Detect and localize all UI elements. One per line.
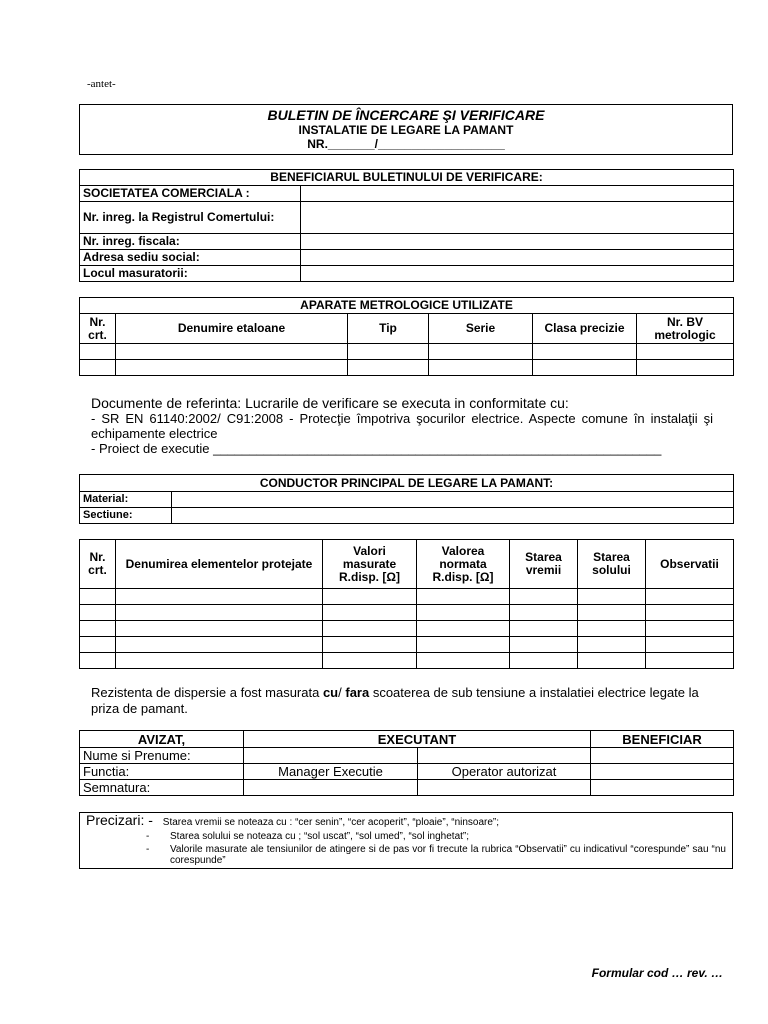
- beneficiar-field[interactable]: [591, 764, 734, 780]
- cu-option: cu: [322, 685, 339, 700]
- precizari-item: Starea solului se noteaza cu ; “sol uscat”, “sol umed”, “sol inghetat”;: [170, 831, 470, 842]
- beneficiar-value-field[interactable]: [301, 250, 734, 266]
- column-header: Nr. crt.: [80, 314, 116, 344]
- executant-field[interactable]: [244, 748, 418, 764]
- beneficiar-value-field[interactable]: [301, 202, 734, 234]
- beneficiar-field[interactable]: [591, 748, 734, 764]
- beneficiar-value-field[interactable]: [301, 234, 734, 250]
- beneficiar-label: SOCIETATEA COMERCIALA :: [80, 186, 301, 202]
- column-header: Denumire etaloane: [116, 314, 348, 344]
- table-row: [80, 344, 734, 360]
- doc-number: NR._______/___________________: [307, 137, 505, 151]
- table-row: [80, 653, 734, 669]
- antet-label: -antet-: [87, 78, 116, 90]
- beneficiar-label: Nr. inreg. la Registrul Comertului:: [80, 202, 301, 234]
- row-label: Nume si Prenume:: [80, 748, 244, 764]
- bullet-dash: -: [146, 831, 150, 842]
- executant-field[interactable]: Operator autorizat: [418, 764, 591, 780]
- beneficiar-field[interactable]: [591, 780, 734, 796]
- table-row: [80, 605, 734, 621]
- conductor-table: [79, 474, 734, 524]
- executant-field[interactable]: [244, 780, 418, 796]
- column-header: Serie: [429, 314, 533, 344]
- column-header: Nr. crt.: [80, 540, 116, 589]
- material-field[interactable]: [172, 492, 734, 508]
- documente-intro: Documente de referinta: Lucrarile de verificare se executa in conformitate cu:: [91, 395, 569, 411]
- column-header: Nr. BV metrologic: [637, 314, 734, 344]
- beneficiar-table: [79, 169, 734, 282]
- beneficiar-value-field[interactable]: [301, 266, 734, 282]
- table-row: [80, 621, 734, 637]
- beneficiar-label: Locul masuratorii:: [80, 266, 301, 282]
- table-row: [80, 637, 734, 653]
- executant-field[interactable]: [418, 780, 591, 796]
- sectiune-field[interactable]: [172, 508, 734, 524]
- rezistenta-note: Rezistenta de dispersie a fost masurata cu/ fara scoaterea de sub tensiune a instalatiei electrice legate la priza de pamant.: [91, 685, 699, 716]
- precizari-box: [79, 812, 733, 869]
- beneficiar-value-field[interactable]: [301, 186, 734, 202]
- documente-standard: - SR EN 61140:2002/ C91:2008 - Protecţie împotriva şocurilor electrice. Aspecte comune în instalaţii şi echipamente electrice: [91, 411, 713, 441]
- executant-header: EXECUTANT: [244, 731, 591, 748]
- column-header: Starea vremii: [510, 540, 578, 589]
- beneficiar-header: BENEFICIAR: [591, 731, 734, 748]
- aparate-table: [79, 297, 734, 376]
- table-row: [80, 360, 734, 376]
- fara-option: fara: [345, 685, 370, 700]
- documente-proiect: - Proiect de executie ______________________________________________________________: [91, 441, 662, 456]
- semnaturi-table: [79, 730, 734, 796]
- executant-field[interactable]: Manager Executie: [244, 764, 418, 780]
- row-label: Semnatura:: [80, 780, 244, 796]
- table-row: [80, 589, 734, 605]
- column-header: Valorea normata R.disp. [Ω]: [417, 540, 510, 589]
- documente-section: [91, 395, 713, 456]
- page-title: BULETIN DE ÎNCERCARE ŞI VERIFICARE: [267, 107, 545, 123]
- column-header: Denumirea elementelor protejate: [116, 540, 323, 589]
- beneficiar-label: Nr. inreg. fiscala:: [80, 234, 301, 250]
- title-box: [79, 104, 733, 155]
- bullet-dash: -: [146, 844, 150, 855]
- executant-field[interactable]: [418, 748, 591, 764]
- precizari-item: Valorile masurate ale tensiunilor de atingere si de pas vor fi trecute la rubrica “Observatii” cu indicativul “corespunde” sau “nu corespunde”: [170, 844, 726, 866]
- material-label: Material:: [80, 492, 172, 508]
- sectiune-label: Sectiune:: [80, 508, 172, 524]
- column-header: Tip: [348, 314, 429, 344]
- precizari-item: Starea vremii se noteaza cu : “cer senin”, “cer acoperit”, “ploaie”, “ninsoare”;: [162, 817, 500, 828]
- conductor-heading: CONDUCTOR PRINCIPAL DE LEGARE LA PAMANT:: [80, 475, 734, 492]
- beneficiar-heading: BENEFICIARUL BULETINULUI DE VERIFICARE:: [80, 170, 734, 186]
- column-header: Clasa precizie: [533, 314, 637, 344]
- form-code-footer: Formular cod … rev. …: [591, 966, 723, 980]
- column-header: Valori masurate R.disp. [Ω]: [323, 540, 417, 589]
- page-subtitle: INSTALATIE DE LEGARE LA PAMANT: [298, 123, 514, 137]
- precizari-label: Precizari: -: [86, 812, 157, 828]
- row-label: Functia:: [80, 764, 244, 780]
- avizat-header: AVIZAT,: [80, 731, 244, 748]
- masuratori-table: [79, 539, 734, 669]
- column-header: Observatii: [646, 540, 734, 589]
- beneficiar-label: Adresa sediu social:: [80, 250, 301, 266]
- column-header: Starea solului: [578, 540, 646, 589]
- aparate-heading: APARATE METROLOGICE UTILIZATE: [80, 298, 734, 314]
